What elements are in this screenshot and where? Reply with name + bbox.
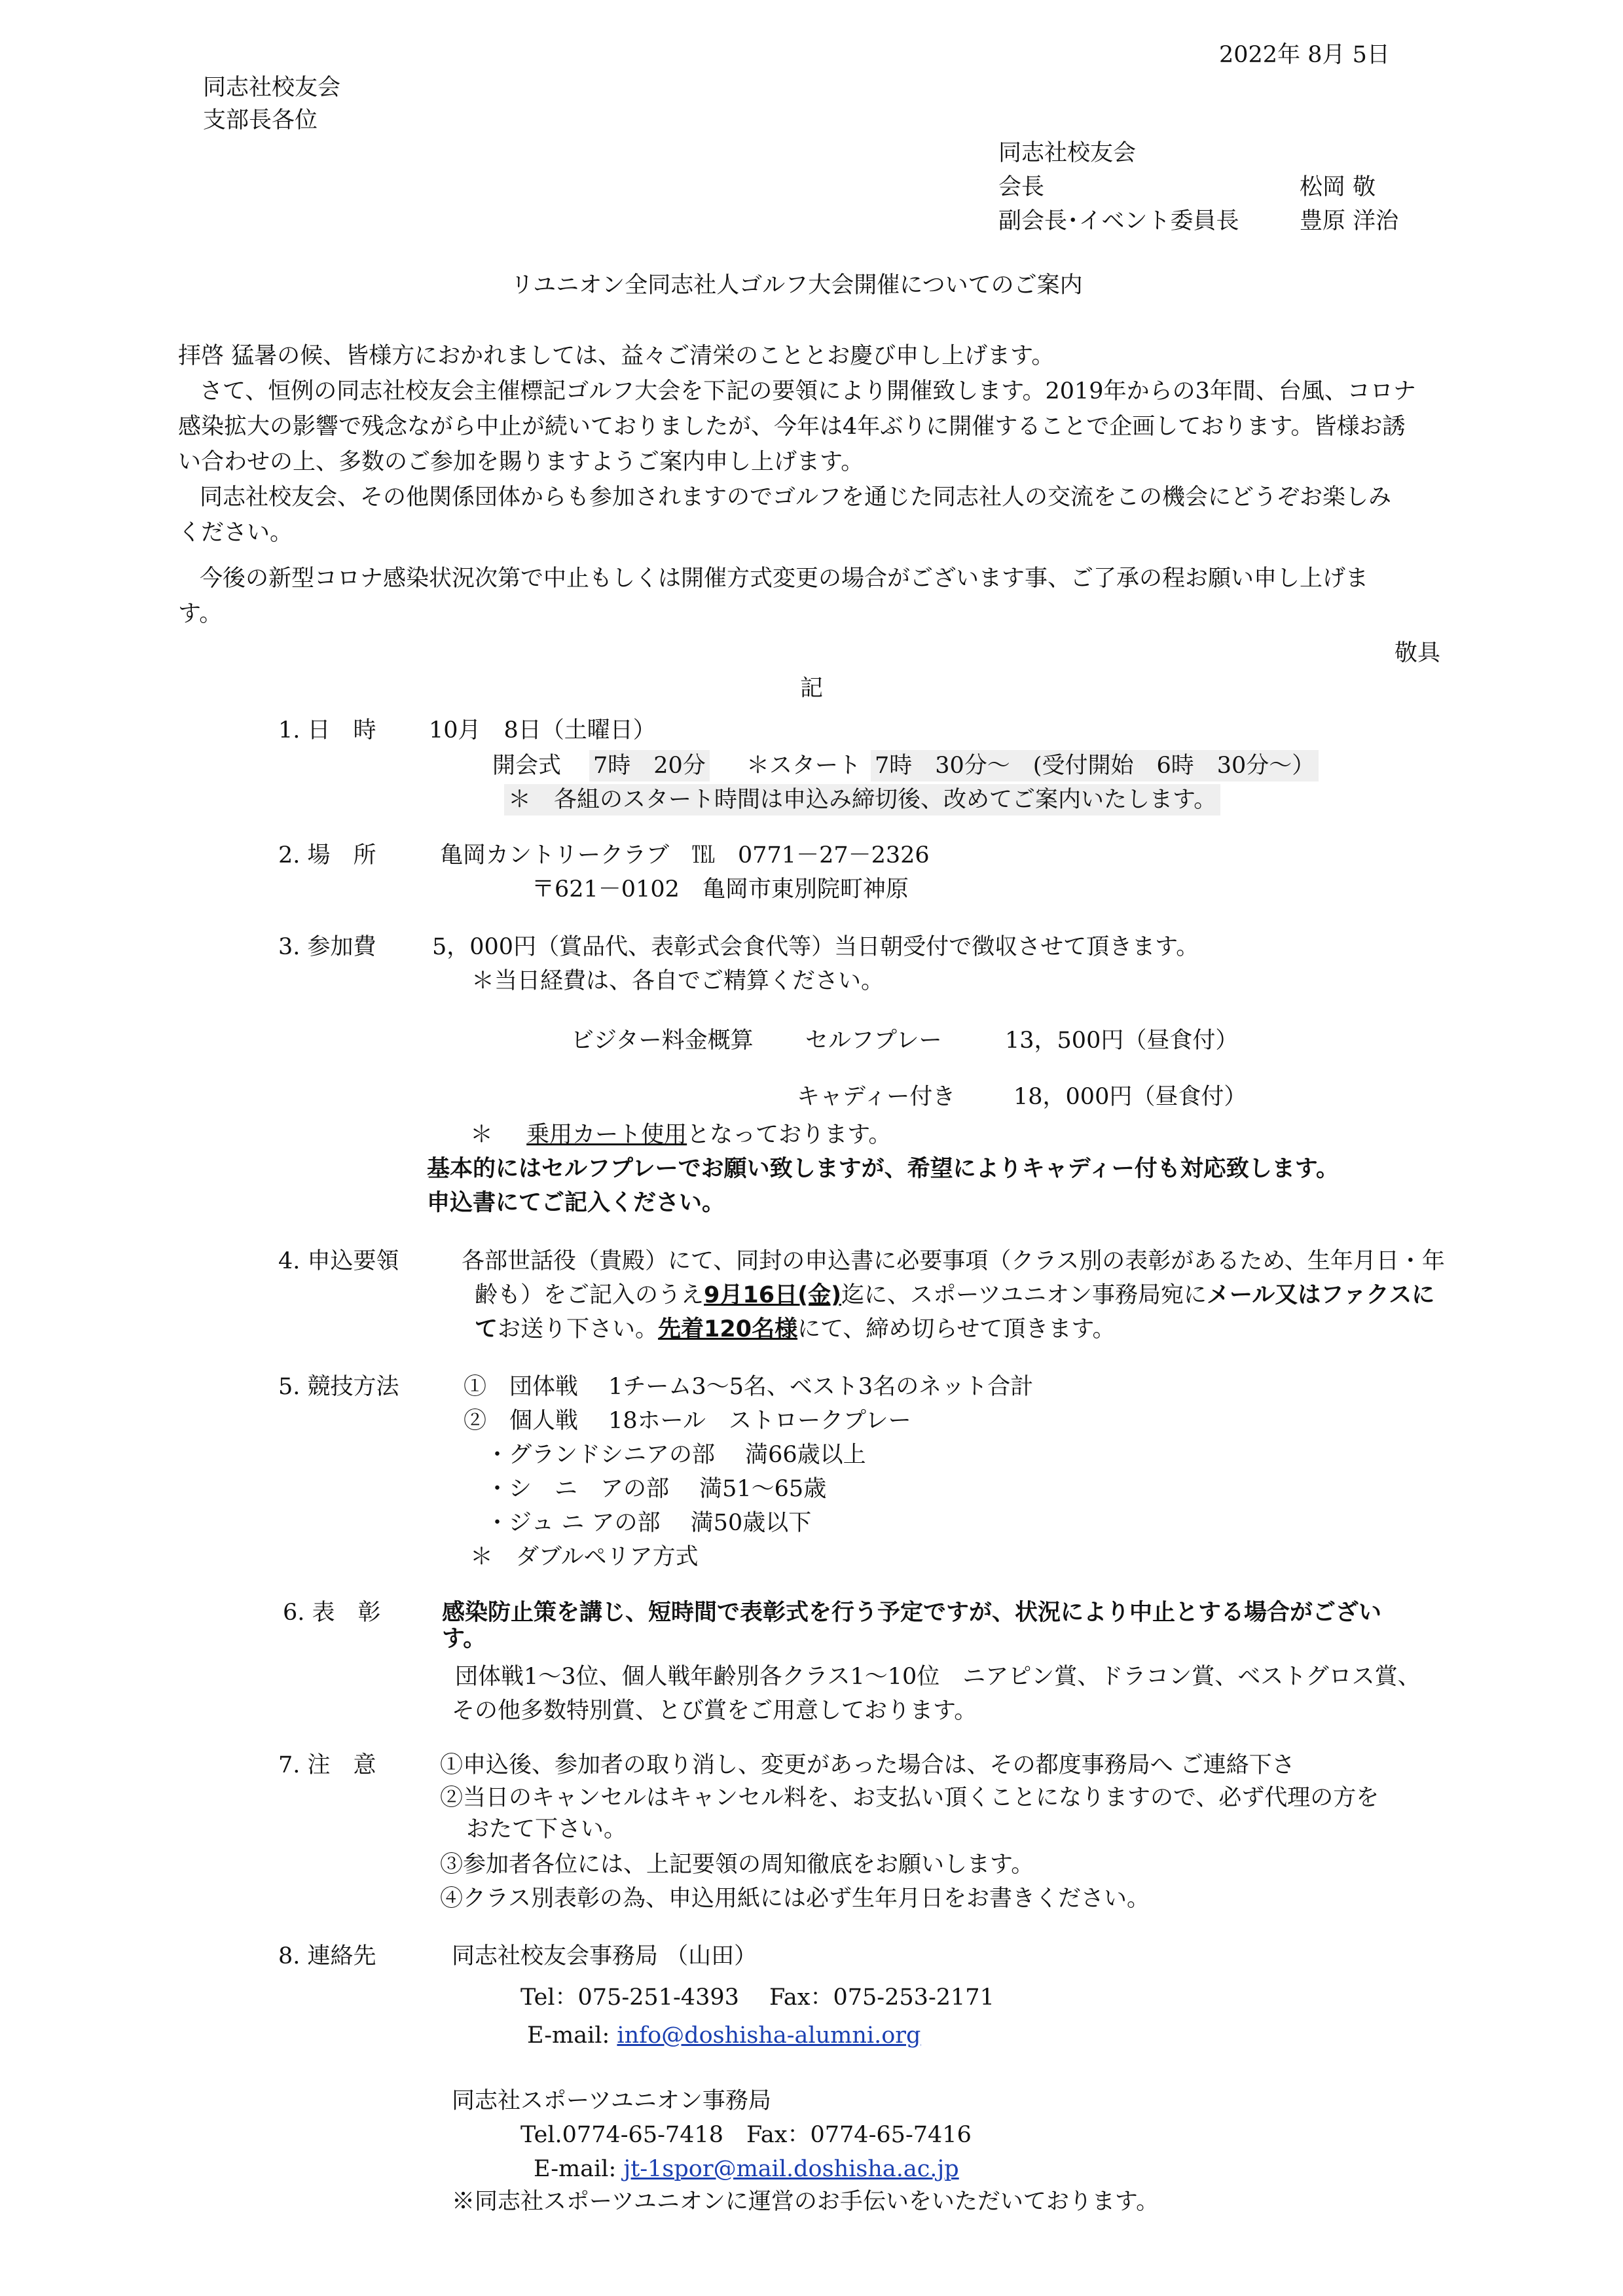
sports-union-tel-fax: Tel.0774-65-7418 Fax：0774-65-7416	[520, 2122, 972, 2148]
cart-note-rest: となっております。	[687, 1122, 892, 1148]
alumni-office-email-link[interactable]: info@doshisha-alumni.org	[617, 2022, 921, 2049]
participation-fee: 5，000円（賞品代、表彰式会食代等）当日朝受付で徴収させて頂きます。	[432, 934, 1199, 960]
greeting-paragraph: 拝啓 猛暑の候、皆様方におかれましては、益々ご清栄のこととお慶び申し上げます。	[178, 343, 1055, 369]
notice-2: ②当日のキャンセルはキャンセル料を、お支払い頂くことになりますので、必ず代理の方を	[440, 1785, 1379, 1811]
venue-name-phone: 亀岡カントリークラブ ℡ 0771－27－2326	[440, 842, 930, 869]
awards-line-2: その他多数特別賞、とび賞をご用意しております。	[452, 1698, 977, 1724]
section-1-label: 1. 日 時	[278, 717, 376, 744]
start-time: 7時 30分〜 (受付開始 6時 30分〜）	[871, 750, 1319, 781]
opening-label: 開会式	[492, 753, 562, 779]
cart-note-underlined: 乗用カート使用	[526, 1122, 687, 1148]
recipient-org: 同志社校友会	[203, 75, 341, 101]
notice-2-continued: おたて下さい。	[466, 1816, 627, 1842]
application-text-c: 迄に、スポーツユニオン事務局宛に	[841, 1282, 1207, 1308]
application-send: お送り下さい。	[498, 1316, 659, 1342]
application-line-2	[475, 1280, 1434, 1311]
sports-union-note: ※同志社スポーツユニオンに運営のお手伝いをいただいております。	[452, 2189, 1159, 2215]
self-play-bold-note: 基本的にはセルフプレーでお願い致しますが、希望によりキャディー付も対応致します。	[427, 1156, 1340, 1182]
awards-line-1: 団体戦1～3位、個人戦年齢別各クラス1～10位 ニアピン賞、ドラコン賞、ベストグロス賞、	[455, 1664, 1421, 1690]
paragraph-4-line-2: す。	[178, 601, 223, 627]
notice-1: ①申込後、参加者の取り消し、変更があった場合は、その都度事務局へ ご連絡下さ	[440, 1752, 1295, 1778]
caddy-label: キャディー付き	[797, 1084, 956, 1110]
application-text-a: 齢も）をご記入のうえ	[475, 1282, 704, 1308]
section-7-label: 7. 注 意	[278, 1752, 376, 1778]
sender-name-president: 松岡 敬	[1300, 174, 1376, 200]
email-label: E-mail:	[527, 2022, 610, 2049]
sender-role-vice: 副会長･イベント委員長	[998, 208, 1239, 234]
sports-union-office-name: 同志社スポーツユニオン事務局	[452, 2088, 771, 2114]
sports-union-email-row	[534, 2153, 959, 2185]
sender-org: 同志社校友会	[998, 140, 1137, 166]
document-date: 2022年 8月 5日	[1219, 42, 1390, 68]
alumni-office-tel-fax: Tel：075-251-4393 Fax：075-253-2171	[520, 1984, 994, 2011]
visitor-fee-label: ビジター料金概算	[571, 1028, 754, 1054]
format-team: ① 団体戦 1チーム3～5名、ベスト3名のネット合計	[464, 1374, 1034, 1400]
document-title: リユニオン全同志社人ゴルフ大会開催についてのご案内	[511, 272, 1083, 298]
section-6-label: 6. 表 彰	[283, 1600, 381, 1626]
section-2-label: 2. 場 所	[278, 842, 376, 869]
application-line-1: 各部世話役（貴殿）にて、同封の申込書に必要事項（クラス別の表彰があるため、生年月日・年	[462, 1248, 1445, 1274]
paragraph-3-line-2: ください。	[178, 520, 293, 546]
class-senior: ・シ ニ アの部 満51～65歳	[486, 1476, 827, 1502]
section-3-label: 3. 参加費	[278, 934, 376, 960]
self-play-price: 13，500円（昼食付）	[1005, 1028, 1239, 1054]
deadline-date: 9月16日(金)	[704, 1282, 842, 1308]
awards-bold-line-2: す。	[442, 1626, 486, 1652]
paragraph-2-line-2: 感染拡大の影響で残念ながら中止が続いておりましたが、今年は4年ぶりに開催することで企画しております。皆様お誘	[178, 414, 1406, 440]
alumni-office-name: 同志社校友会事務局 （山田）	[452, 1943, 757, 1969]
section-8-label: 8. 連絡先	[278, 1943, 376, 1969]
application-bold-note: 申込書にてご記入ください。	[427, 1190, 725, 1216]
section-5-label: 5. 競技方法	[278, 1374, 399, 1400]
sender-role-president: 会長	[998, 174, 1045, 200]
submission-method-end: て	[475, 1316, 498, 1342]
cart-note	[470, 1119, 891, 1151]
ki-heading: 記	[800, 675, 824, 702]
email-label: E-mail:	[534, 2156, 617, 2182]
awards-bold-line-1: 感染防止策を講じ、短時間で表彰式を行う予定ですが、状況により中止とする場合がござい	[442, 1600, 1382, 1626]
start-time-note: ＊ 各組のスタート時間は申込み締切後、改めてご案内いたします。	[504, 784, 1220, 816]
paragraph-2-line-3: い合わせの上、多数のご参加を賜りますようご案内申し上げます。	[178, 449, 864, 475]
self-play-label: セルフプレー	[805, 1028, 942, 1054]
cart-note-star: ＊	[470, 1122, 494, 1148]
sender-name-vice: 豊原 洋治	[1300, 208, 1399, 234]
paragraph-4-line-1: 今後の新型コロナ感染状況次第で中止もしくは開催方式変更の場合がございます事、ご了承の程お願い申し上げま	[200, 565, 1369, 592]
scoring-note: ＊ ダブルペリア方式	[470, 1544, 699, 1570]
notice-3: ③参加者各位には、上記要領の周知徹底をお願いします。	[440, 1852, 1034, 1878]
sports-union-email-link[interactable]: jt-1spor@mail.doshisha.ac.jp	[623, 2156, 959, 2182]
closing-keigu: 敬具	[1395, 640, 1441, 666]
section-4-label: 4. 申込要領	[278, 1248, 399, 1274]
format-individual: ② 個人戦 18ホール ストロークプレー	[464, 1408, 911, 1434]
recipient-title: 支部長各位	[203, 107, 318, 134]
paragraph-3-line-1: 同志社校友会、その他関係団体からも参加されますのでゴルフを通じた同志社人の交流をこの機会にどうぞお楽しみ	[200, 484, 1392, 511]
application-line-3	[475, 1314, 1116, 1345]
application-close: にて、締め切らせて頂きます。	[797, 1316, 1116, 1342]
opening-time: 7時 20分	[589, 750, 710, 781]
class-grand-senior: ・グランドシニアの部 満66歳以上	[486, 1442, 866, 1468]
first-120-limit: 先着120名様	[658, 1316, 798, 1342]
event-date: 10月 8日（土曜日）	[429, 717, 656, 744]
class-junior: ・ジュ ニ アの部 満50歳以下	[486, 1510, 812, 1536]
caddy-price: 18，000円（昼食付）	[1013, 1084, 1247, 1110]
start-label: ＊スタート	[746, 753, 862, 779]
submission-method: メール又はファクスに	[1206, 1282, 1435, 1308]
alumni-office-email-row	[527, 2020, 921, 2051]
paragraph-2-line-1: さて、恒例の同志社校友会主催標記ゴルフ大会を下記の要領により開催致します。2019年からの3年間、台風、コロナ	[200, 378, 1416, 404]
fee-note: ＊当日経費は、各自でご精算ください。	[471, 968, 884, 994]
notice-4: ④クラス別表彰の為、申込用紙には必ず生年月日をお書きください。	[440, 1886, 1150, 1912]
venue-address: 〒621－0102 亀岡市東別院町神原	[532, 876, 909, 903]
